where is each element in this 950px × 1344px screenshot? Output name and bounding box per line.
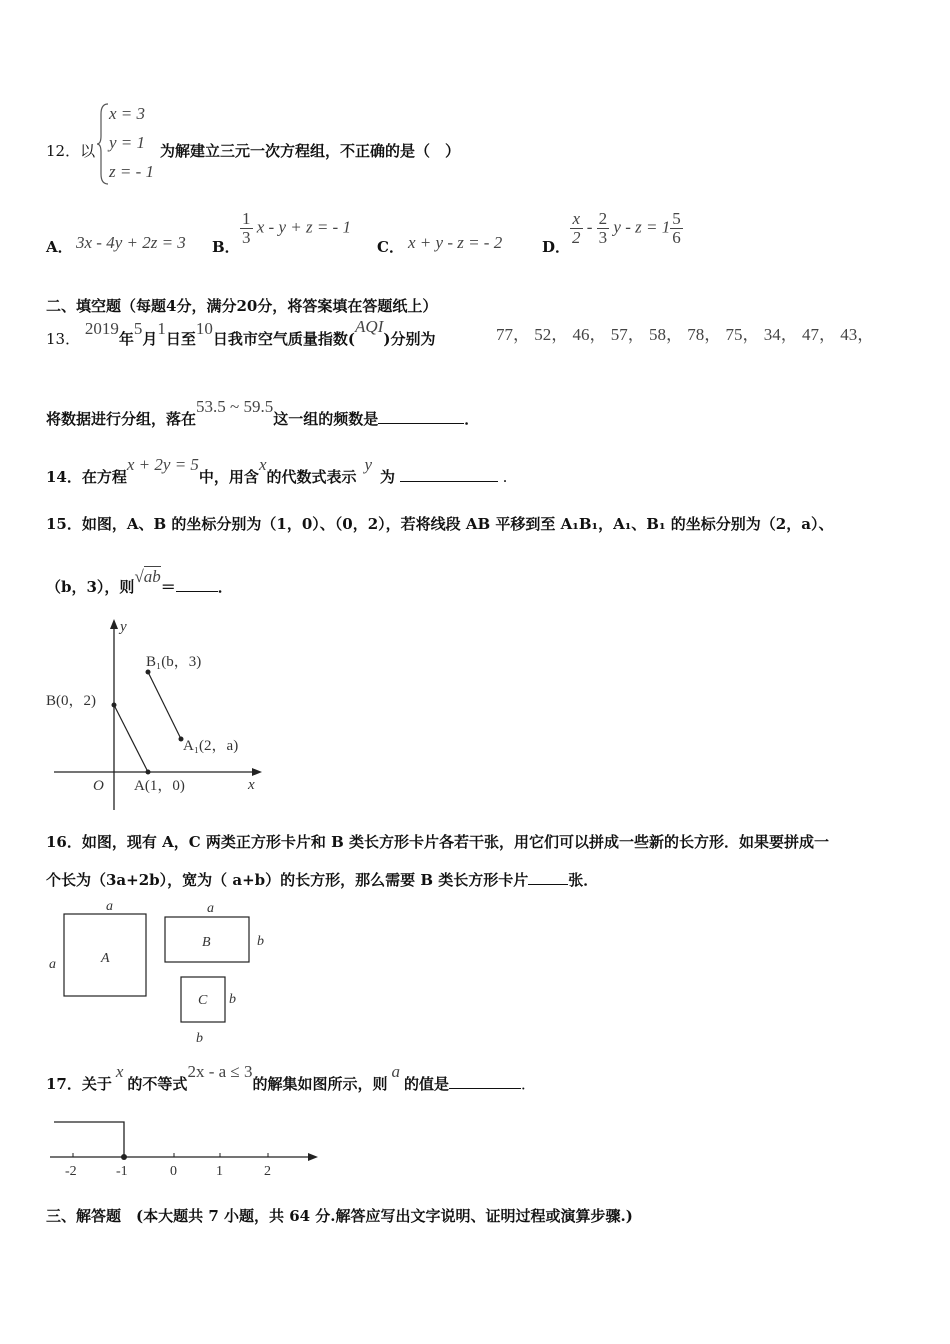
card-a-label: A bbox=[101, 951, 110, 966]
number-line-arrow bbox=[308, 1153, 318, 1161]
q12-number: 12．以 bbox=[46, 142, 96, 160]
q13-line-1: 13． 2019年5月1日至10日我市空气质量指数(AQI)分别为 bbox=[46, 317, 436, 348]
q12-option-c-expr: x + y - z = - 2 bbox=[408, 233, 503, 252]
q15-line-1: 15．如图，A、B 的坐标分别为（1，0）、（0，2），若将线段 AB 平移到至 A₁B₁，A₁、B₁ 的坐标分别为（2，a）、 bbox=[46, 515, 834, 533]
origin-label: O bbox=[93, 778, 104, 794]
point-a bbox=[146, 770, 151, 775]
q15-line-2: （b，3），则√ab＝ ． bbox=[46, 567, 233, 596]
q16-cards-figure bbox=[44, 896, 284, 1048]
q12-option-a-label: A． bbox=[46, 238, 73, 256]
q15-answer-blank[interactable] bbox=[176, 577, 218, 592]
q13-answer-blank[interactable] bbox=[378, 409, 464, 424]
q12-option-d-label: D． bbox=[542, 238, 571, 256]
segment-ab bbox=[114, 705, 148, 772]
segment-a1b1 bbox=[148, 672, 181, 739]
y-axis-label: y bbox=[120, 619, 127, 635]
card-b-right-label: b bbox=[257, 934, 264, 949]
label-a: A(1，0) bbox=[134, 778, 185, 794]
q13-line-2: 将数据进行分组，落在53.5 ~ 59.5这一组的频数是 ． bbox=[46, 397, 480, 428]
q17-number-line bbox=[44, 1112, 324, 1182]
card-a-top-label: a bbox=[106, 899, 113, 914]
tick-label-neg2: -2 bbox=[65, 1164, 77, 1179]
y-axis-arrow bbox=[110, 619, 118, 629]
point-b1 bbox=[146, 670, 151, 675]
q13-value-list: 77， 52， 46， 57， 58， 78， 75， 34， 47， 43， bbox=[496, 325, 875, 344]
label-b1: B₁(b，3) bbox=[146, 654, 202, 670]
card-c-right-label: b bbox=[229, 992, 236, 1007]
x-axis-label: x bbox=[248, 777, 255, 793]
q12-option-c-label: C． bbox=[377, 238, 404, 256]
card-c-bottom-label: b bbox=[196, 1031, 203, 1046]
card-b-top-label: a bbox=[207, 901, 214, 916]
solution-endpoint bbox=[121, 1154, 127, 1160]
q14-line: 14．在方程x + 2y = 5中，用含x的代数式表示y为 . bbox=[46, 455, 508, 486]
solution-ray bbox=[54, 1122, 124, 1157]
x-axis-arrow bbox=[252, 768, 262, 776]
q12-option-b-expr: $\frac{1}{3}$ x - y + z = - 1 bbox=[242, 209, 351, 247]
q14-answer-blank[interactable] bbox=[400, 467, 498, 482]
section-2-title: 二、填空题（每题4分，满分20分，将答案填在答题纸上） bbox=[46, 297, 438, 315]
q12-brace bbox=[96, 102, 110, 186]
q16-line-1: 16．如图，现有 A，C 两类正方形卡片和 B 类长方形卡片各若干张，用它们可以拼成一些新的长方形．如果要拼成一 bbox=[46, 833, 830, 851]
q16-line-2: 个长为（3a+2b），宽为（ a+b）的长方形，那么需要 B 类长方形卡片 张． bbox=[46, 871, 599, 889]
tick-label-1: 1 bbox=[216, 1164, 223, 1179]
label-b: B(0，2) bbox=[46, 693, 96, 709]
q12-stem: 为解建立三元一次方程组，不正确的是（ ） bbox=[160, 142, 461, 160]
q12-option-a-expr: 3x - 4y + 2z = 3 bbox=[76, 233, 186, 252]
label-a1: A₁(2，a) bbox=[183, 738, 239, 754]
q17-answer-blank[interactable] bbox=[449, 1074, 521, 1089]
card-a-left-label: a bbox=[49, 957, 56, 972]
q12-option-b-label: B． bbox=[212, 238, 240, 256]
q12-option-d-expr: $\frac{x}{2}$ - $\frac{2}{3}$ y - z = 1 $\frac{5}{6}$ bbox=[572, 209, 681, 247]
q12-eq-3: z = - 1 bbox=[109, 162, 154, 181]
section-3-title: 三、解答题 (本大题共 7 小题，共 64 分.解答应写出文字说明、证明过程或演算步骤.) bbox=[46, 1207, 633, 1225]
q15-coordinate-figure bbox=[40, 614, 270, 814]
card-c-label: C bbox=[198, 993, 208, 1008]
tick-label-neg1: -1 bbox=[116, 1164, 128, 1179]
q17-line: 17．关于x的不等式2x - a ≤ 3的解集如图所示，则a的值是 ． bbox=[46, 1062, 537, 1093]
tick-label-2: 2 bbox=[264, 1164, 271, 1179]
point-b bbox=[112, 703, 117, 708]
q12-eq-2: y = 1 bbox=[109, 133, 146, 152]
tick-label-0: 0 bbox=[170, 1164, 177, 1179]
q12-eq-1: x = 3 bbox=[109, 104, 146, 123]
q16-answer-blank[interactable] bbox=[528, 870, 568, 885]
card-b-label: B bbox=[202, 935, 211, 950]
